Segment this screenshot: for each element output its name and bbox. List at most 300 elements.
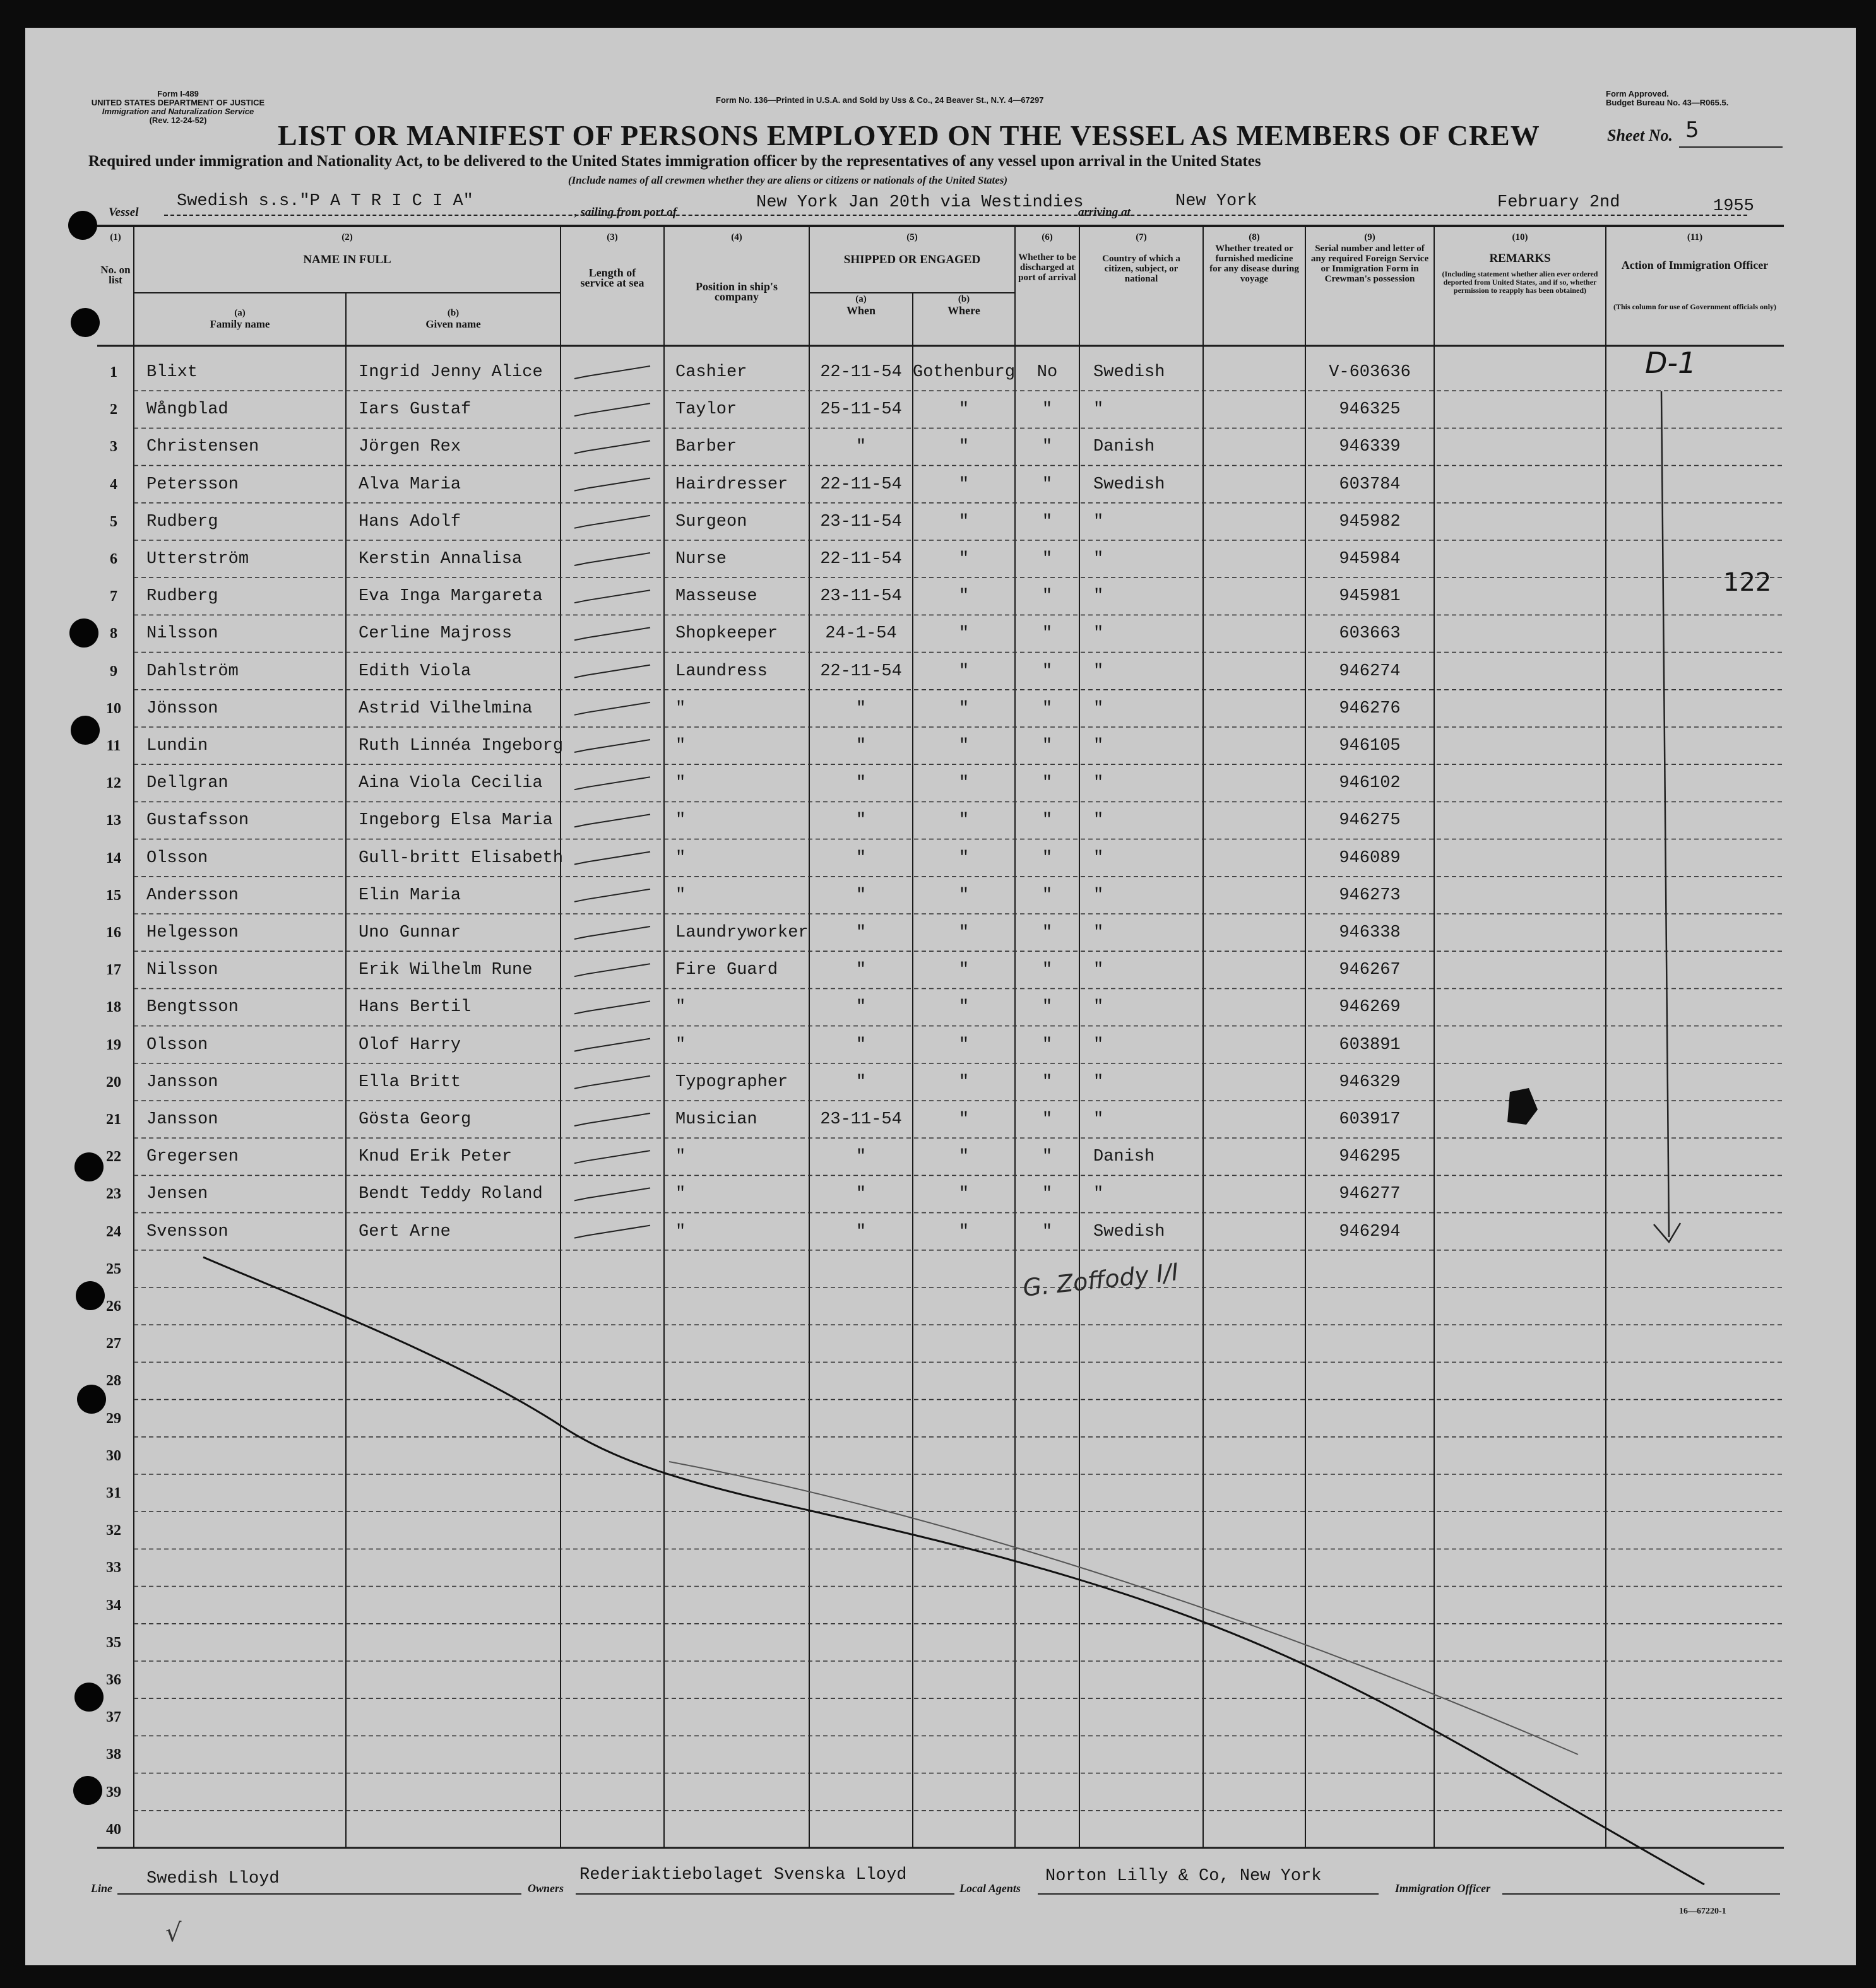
- cell-where: ": [958, 1185, 970, 1204]
- cell-where: ": [958, 1072, 970, 1092]
- cell-family: Christensen: [146, 437, 259, 457]
- cell-given: Ingeborg Elsa Maria: [359, 811, 553, 831]
- footer-officer-label: Immigration Officer: [1395, 1882, 1491, 1895]
- cell-when: 22-11-54: [820, 475, 902, 494]
- cell-where: ": [958, 661, 970, 681]
- row-number: 39: [106, 1784, 121, 1801]
- cell-country: ": [1093, 848, 1104, 868]
- cell-discharged: ": [1042, 1035, 1053, 1055]
- cell-given: Cerline Majross: [359, 624, 513, 644]
- cell-country: ": [1093, 624, 1104, 644]
- cell-country: ": [1093, 1185, 1104, 1204]
- cell-family: Nilsson: [146, 624, 218, 644]
- cell-given: Gert Arne: [359, 1222, 451, 1241]
- service-tick: [574, 964, 650, 976]
- cell-discharged: ": [1042, 661, 1053, 681]
- col-where-num: (b): [958, 294, 970, 304]
- cell-position: ": [675, 998, 686, 1017]
- cell-when: ": [855, 811, 867, 831]
- col-shipped-num: (5): [906, 232, 918, 242]
- row-number: 19: [106, 1036, 121, 1053]
- service-tick: [574, 1113, 650, 1126]
- cell-discharged: ": [1042, 699, 1053, 718]
- cell-given: Uno Gunnar: [359, 923, 461, 942]
- cell-family: Blixt: [146, 363, 198, 382]
- row-number: 38: [106, 1746, 121, 1763]
- row-number: 23: [106, 1186, 121, 1203]
- cell-serial: 946325: [1339, 400, 1401, 420]
- cell-serial: 946102: [1339, 774, 1401, 793]
- cell-country: ": [1093, 587, 1104, 606]
- col-serial-label: Serial number and letter of any required Foreign Service or Immigration Form in Crewman's possession: [1310, 244, 1429, 284]
- cell-serial: 946105: [1339, 737, 1401, 755]
- row-number: 4: [110, 476, 117, 493]
- footer-line-value: Swedish Lloyd: [146, 1869, 280, 1888]
- cell-family: Wångblad: [146, 400, 229, 420]
- cell-country: ": [1093, 811, 1104, 831]
- row-number: 31: [106, 1485, 121, 1501]
- cell-country: ": [1093, 699, 1104, 718]
- cell-when: ": [855, 998, 867, 1017]
- col-serial-num: (9): [1364, 232, 1375, 242]
- cell-discharged: ": [1042, 998, 1053, 1017]
- footer-line-label: Line: [91, 1882, 112, 1895]
- cell-when: ": [855, 699, 867, 718]
- row-number: 13: [106, 812, 121, 829]
- col-discharged-num: (6): [1042, 232, 1053, 242]
- cell-given: Hans Adolf: [359, 512, 461, 531]
- cell-family: Rudberg: [146, 512, 218, 531]
- cell-given: Ingrid Jenny Alice: [359, 363, 543, 382]
- row-number: 1: [110, 364, 117, 381]
- col-shipped-label: SHIPPED OR ENGAGED: [843, 253, 981, 266]
- cell-country: ": [1093, 400, 1104, 420]
- cell-given: Gösta Georg: [359, 1110, 472, 1129]
- cell-position: ": [675, 1185, 686, 1204]
- cell-position: Surgeon: [675, 512, 747, 531]
- row-number: 2: [110, 401, 117, 418]
- cell-family: Petersson: [146, 475, 239, 494]
- cell-country: ": [1093, 1110, 1104, 1129]
- col-position-label: Position in ship's company: [695, 280, 778, 303]
- sailing-label: , sailing from port of: [574, 206, 677, 219]
- cell-where: ": [958, 437, 970, 457]
- cell-where: ": [958, 512, 970, 531]
- cell-where: ": [958, 475, 970, 494]
- service-tick: [574, 590, 650, 603]
- subtitle: Required under immigration and Nationality Act, to be delivered to the United States immigration officer by the representatives of any vessel upon arrival in the United States: [88, 153, 1261, 170]
- cell-discharged: ": [1042, 737, 1053, 755]
- cell-given: Olof Harry: [359, 1035, 461, 1055]
- sailing-from: New York Jan 20th via Westindies: [756, 193, 1084, 212]
- cell-serial: 946273: [1339, 885, 1401, 905]
- col-family-label: Family name: [210, 318, 270, 330]
- cell-position: ": [675, 1147, 686, 1167]
- service-tick: [574, 1039, 650, 1051]
- cell-serial: 603663: [1339, 624, 1401, 644]
- cell-serial: 603917: [1339, 1110, 1401, 1129]
- cell-position: ": [675, 699, 686, 718]
- service-tick: [574, 1226, 650, 1238]
- department: UNITED STATES DEPARTMENT OF JUSTICE: [91, 98, 265, 107]
- cell-position: ": [675, 1035, 686, 1055]
- cell-family: Jönsson: [146, 699, 218, 718]
- cell-position: Masseuse: [675, 587, 757, 606]
- arrival-year: 1955: [1713, 197, 1754, 216]
- cell-country: ": [1093, 1035, 1104, 1055]
- cell-country: Danish: [1093, 1147, 1155, 1167]
- footer-owners-value: Rederiaktiebolaget Svenska Lloyd: [579, 1866, 907, 1884]
- cell-position: Laundryworker: [675, 923, 809, 942]
- cell-when: ": [855, 848, 867, 868]
- cell-family: Nilsson: [146, 961, 218, 980]
- cell-discharged: ": [1042, 512, 1053, 531]
- cell-serial: 603784: [1339, 475, 1401, 494]
- cell-position: Taylor: [675, 400, 737, 420]
- page-title: LIST OR MANIFEST OF PERSONS EMPLOYED ON THE VESSEL AS MEMBERS OF CREW: [278, 119, 1540, 151]
- row-number: 33: [106, 1559, 121, 1577]
- cell-country: ": [1093, 1072, 1104, 1092]
- cell-when: 22-11-54: [820, 550, 902, 569]
- row-number: 20: [106, 1074, 121, 1091]
- cell-discharged: ": [1042, 848, 1053, 868]
- service-tick: [574, 1001, 650, 1014]
- col-medicine-label: Whether treated or furnished medicine for any disease during voyage: [1209, 244, 1299, 284]
- cell-serial: 945981: [1339, 587, 1401, 606]
- row-number: 12: [106, 775, 121, 792]
- service-tick: [574, 852, 650, 865]
- row-number: 16: [106, 925, 121, 941]
- cell-position: Typographer: [675, 1072, 788, 1092]
- cell-family: Svensson: [146, 1222, 229, 1241]
- footer-code: 16—67220-1: [1679, 1907, 1726, 1916]
- cell-position: Shopkeeper: [675, 624, 778, 644]
- cell-discharged: ": [1042, 587, 1053, 606]
- form-id: Form I-489: [157, 89, 199, 98]
- cell-when: ": [855, 923, 867, 942]
- cell-position: Cashier: [675, 363, 747, 382]
- row-number: 21: [106, 1111, 121, 1128]
- cell-given: Aina Viola Cecilia: [359, 774, 543, 793]
- cell-where: ": [958, 550, 970, 569]
- cell-country: ": [1093, 737, 1104, 755]
- service-tick: [574, 1076, 650, 1089]
- sheet-number: 5: [1685, 117, 1699, 143]
- cell-country: ": [1093, 885, 1104, 905]
- col-position-num: (4): [731, 232, 742, 242]
- cell-discharged: ": [1042, 550, 1053, 569]
- cell-where: ": [958, 400, 970, 420]
- cell-serial: 946267: [1339, 961, 1401, 980]
- row-number: 35: [106, 1634, 121, 1651]
- arriving-at: New York: [1175, 192, 1257, 211]
- revision: (Rev. 12-24-52): [149, 115, 207, 125]
- cell-family: Lundin: [146, 737, 208, 755]
- cell-where: ": [958, 998, 970, 1017]
- cell-given: Bendt Teddy Roland: [359, 1185, 543, 1204]
- cell-where: ": [958, 774, 970, 793]
- col-country-num: (7): [1136, 232, 1147, 242]
- row-number: 15: [106, 887, 121, 904]
- cell-family: Andersson: [146, 885, 239, 905]
- cell-discharged: ": [1042, 1147, 1053, 1167]
- row-number: 32: [106, 1522, 121, 1539]
- cell-serial: 946277: [1339, 1185, 1401, 1204]
- service-tick: [574, 889, 650, 902]
- cell-serial: 945982: [1339, 512, 1401, 531]
- cell-where: ": [958, 961, 970, 980]
- service-tick: [574, 1151, 650, 1163]
- col-remarks-label: REMARKS: [1489, 252, 1551, 265]
- cell-serial: 603891: [1339, 1035, 1401, 1055]
- approval-line-2: Budget Bureau No. 43—R065.5.: [1606, 98, 1729, 107]
- arrival-date: February 2nd: [1497, 193, 1620, 212]
- row-number: 9: [110, 663, 117, 680]
- checkmark: √: [165, 1919, 182, 1948]
- cell-position: Laundress: [675, 661, 768, 681]
- cell-family: Helgesson: [146, 923, 239, 942]
- arriving-label: arriving at: [1078, 206, 1131, 219]
- approval-line-1: Form Approved.: [1606, 89, 1669, 98]
- cell-when: ": [855, 437, 867, 457]
- cell-family: Gustafsson: [146, 811, 249, 831]
- cell-position: Nurse: [675, 550, 727, 569]
- col-action-label: Action of Immigration Officer: [1621, 259, 1769, 271]
- cell-given: Eva Inga Margareta: [359, 587, 543, 606]
- service-tick: [574, 740, 650, 752]
- printer-note: Form No. 136—Printed in U.S.A. and Sold by Uss & Co., 24 Beaver St., N.Y. 4—67297: [716, 95, 1044, 105]
- service-tick: [574, 553, 650, 565]
- cell-position: ": [675, 848, 686, 868]
- row-number: 22: [106, 1149, 121, 1166]
- cell-serial: 946339: [1339, 437, 1401, 457]
- service-tick: [574, 926, 650, 939]
- cell-when: ": [855, 1035, 867, 1055]
- row-number: 14: [106, 849, 121, 867]
- cell-position: ": [675, 1222, 686, 1241]
- cell-serial: 946329: [1339, 1072, 1401, 1092]
- cell-where: ": [958, 848, 970, 868]
- row-number: 6: [110, 551, 117, 567]
- cell-position: ": [675, 811, 686, 831]
- col-medicine-num: (8): [1249, 232, 1260, 242]
- cell-given: Erik Wilhelm Rune: [359, 961, 533, 980]
- col-action-note: (This column for use of Government officials only): [1613, 302, 1777, 311]
- cell-position: Fire Guard: [675, 961, 778, 980]
- cell-position: ": [675, 737, 686, 755]
- cell-when: ": [855, 1072, 867, 1092]
- cell-discharged: ": [1042, 923, 1053, 942]
- row-number: 34: [106, 1597, 121, 1614]
- cell-where: ": [958, 1035, 970, 1055]
- count-mark: 122: [1723, 568, 1772, 597]
- row-number: 17: [106, 962, 121, 979]
- cell-when: 22-11-54: [820, 363, 902, 382]
- col-where-label: Where: [947, 304, 980, 317]
- col-length-label: Length of service at sea: [580, 266, 644, 289]
- row-number: 7: [110, 588, 117, 605]
- service-tick: [574, 627, 650, 640]
- footer-owners-label: Owners: [528, 1882, 564, 1895]
- row-number: 40: [106, 1821, 121, 1838]
- cell-position: ": [675, 774, 686, 793]
- cell-discharged: ": [1042, 475, 1053, 494]
- service: Immigration and Naturalization Service: [102, 107, 254, 116]
- cell-discharged: ": [1042, 400, 1053, 420]
- col-name-label: NAME IN FULL: [303, 253, 391, 266]
- cell-family: Dahlström: [146, 661, 239, 681]
- cell-given: Gull-britt Elisabeth: [359, 848, 564, 868]
- footer-agents-label: Local Agents: [959, 1882, 1021, 1895]
- cell-family: Jansson: [146, 1110, 218, 1129]
- cell-family: Jansson: [146, 1072, 218, 1092]
- row-number: 18: [106, 999, 121, 1016]
- row-number: 8: [110, 625, 117, 642]
- cell-when: ": [855, 885, 867, 905]
- cell-country: Swedish: [1093, 1222, 1165, 1241]
- cell-when: ": [855, 961, 867, 980]
- cell-serial: 946089: [1339, 848, 1401, 868]
- cell-given: Astrid Vilhelmina: [359, 699, 533, 718]
- cell-given: Jörgen Rex: [359, 437, 461, 457]
- cell-position: Musician: [675, 1110, 757, 1129]
- sheet-label: Sheet No.: [1607, 126, 1673, 145]
- cell-where: ": [958, 737, 970, 755]
- row-number: 24: [106, 1223, 121, 1240]
- cell-serial: 946338: [1339, 923, 1401, 942]
- cell-family: Olsson: [146, 848, 208, 868]
- row-number: 10: [106, 700, 121, 717]
- cell-family: Bengtsson: [146, 998, 239, 1017]
- cell-when: ": [855, 774, 867, 793]
- col-given-label: Given name: [425, 318, 481, 330]
- row-number: 5: [110, 513, 117, 530]
- cell-family: Utterström: [146, 550, 249, 569]
- col-country-label: Country of which a citizen, subject, or national: [1102, 254, 1180, 284]
- service-tick: [574, 777, 650, 790]
- col-family-num: (a): [234, 308, 246, 318]
- cell-where: ": [958, 885, 970, 905]
- service-tick: [574, 403, 650, 416]
- cell-country: ": [1093, 550, 1104, 569]
- col-remarks-num: (10): [1512, 232, 1528, 242]
- cell-discharged: ": [1042, 774, 1053, 793]
- service-tick: [574, 665, 650, 678]
- cell-country: ": [1093, 512, 1104, 531]
- service-tick: [574, 478, 650, 491]
- row-number: 3: [110, 439, 117, 456]
- cell-where: ": [958, 587, 970, 606]
- cell-where: ": [958, 923, 970, 942]
- cell-where: ": [958, 699, 970, 718]
- vessel-label: Vessel: [109, 206, 139, 219]
- row-number: 11: [106, 738, 121, 754]
- cell-when: 25-11-54: [820, 400, 902, 420]
- cell-given: Kerstin Annalisa: [359, 550, 523, 569]
- cell-given: Elin Maria: [359, 885, 461, 905]
- cell-where: ": [958, 624, 970, 644]
- col-when-num: (a): [855, 294, 867, 304]
- cell-family: Gregersen: [146, 1147, 239, 1167]
- cell-country: ": [1093, 961, 1104, 980]
- cell-serial: 946295: [1339, 1147, 1401, 1167]
- cell-when: 23-11-54: [820, 587, 902, 606]
- col-no-num: (1): [110, 232, 121, 242]
- cell-discharged: ": [1042, 1072, 1053, 1092]
- service-tick: [574, 1188, 650, 1200]
- col-remarks-note: (Including statement whether alien ever ordered deported from United States, and if so, whether permission to reapply has been obtained): [1442, 269, 1598, 295]
- cell-when: ": [855, 1185, 867, 1204]
- cell-position: ": [675, 885, 686, 905]
- cell-family: Dellgran: [146, 774, 229, 793]
- cell-where: ": [958, 1222, 970, 1241]
- cell-given: Iars Gustaf: [359, 400, 472, 420]
- cell-country: ": [1093, 661, 1104, 681]
- cell-position: Hairdresser: [675, 475, 788, 494]
- cell-given: Ruth Linnéa Ingeborg: [359, 737, 564, 755]
- subnote: (Include names of all crewmen whether they are aliens or citizens or nationals of the United States): [568, 174, 1008, 186]
- cell-serial: 946276: [1339, 699, 1401, 718]
- cell-serial: 946294: [1339, 1222, 1401, 1241]
- cell-given: Knud Erik Peter: [359, 1147, 513, 1167]
- cell-country: Swedish: [1093, 363, 1165, 382]
- cell-family: Jensen: [146, 1185, 208, 1204]
- cell-discharged: ": [1042, 961, 1053, 980]
- row-number: 25: [106, 1260, 121, 1277]
- cell-discharged: ": [1042, 811, 1053, 831]
- cell-when: 23-11-54: [820, 1110, 902, 1129]
- cell-serial: 946274: [1339, 661, 1401, 681]
- col-given-num: (b): [447, 308, 460, 318]
- cell-when: ": [855, 1147, 867, 1167]
- service-tick: [574, 702, 650, 715]
- cell-where: ": [958, 1147, 970, 1167]
- cell-discharged: ": [1042, 624, 1053, 644]
- cell-given: Ella Britt: [359, 1072, 461, 1092]
- cell-serial: 946269: [1339, 998, 1401, 1017]
- cell-country: ": [1093, 774, 1104, 793]
- col-discharged-label: Whether to be discharged at port of arrival: [1018, 252, 1076, 283]
- col-name-num: (2): [341, 232, 353, 242]
- row-number: 29: [106, 1410, 121, 1427]
- col-no-label: No. on list: [100, 264, 131, 286]
- row-number: 28: [106, 1373, 121, 1390]
- cell-when: 24-1-54: [825, 624, 897, 644]
- footer-agents-value: Norton Lilly & Co, New York: [1045, 1867, 1322, 1886]
- service-tick: [574, 516, 650, 528]
- cell-family: Olsson: [146, 1035, 208, 1055]
- cell-country: Danish: [1093, 437, 1155, 457]
- cell-discharged: ": [1042, 885, 1053, 905]
- row-number: 37: [106, 1709, 121, 1726]
- col-action-num: (11): [1687, 232, 1703, 242]
- col-when-label: When: [846, 304, 876, 317]
- cell-discharged: ": [1042, 437, 1053, 457]
- cell-given: Alva Maria: [359, 475, 461, 494]
- row-number: 30: [106, 1447, 121, 1464]
- officer-signature: G. Zoffody I/I: [1021, 1258, 1180, 1302]
- cell-discharged: ": [1042, 1222, 1053, 1241]
- cell-where: Gothenburg: [913, 363, 1016, 382]
- cell-country: ": [1093, 998, 1104, 1017]
- cell-serial: 946275: [1339, 811, 1401, 831]
- row-number: 27: [106, 1335, 121, 1352]
- cell-serial: 945984: [1339, 550, 1401, 569]
- vessel-name: Swedish s.s."P A T R I C I A": [177, 192, 473, 211]
- row-number: 26: [106, 1298, 121, 1315]
- cell-serial: V-603636: [1329, 363, 1411, 382]
- cell-when: 22-11-54: [820, 661, 902, 681]
